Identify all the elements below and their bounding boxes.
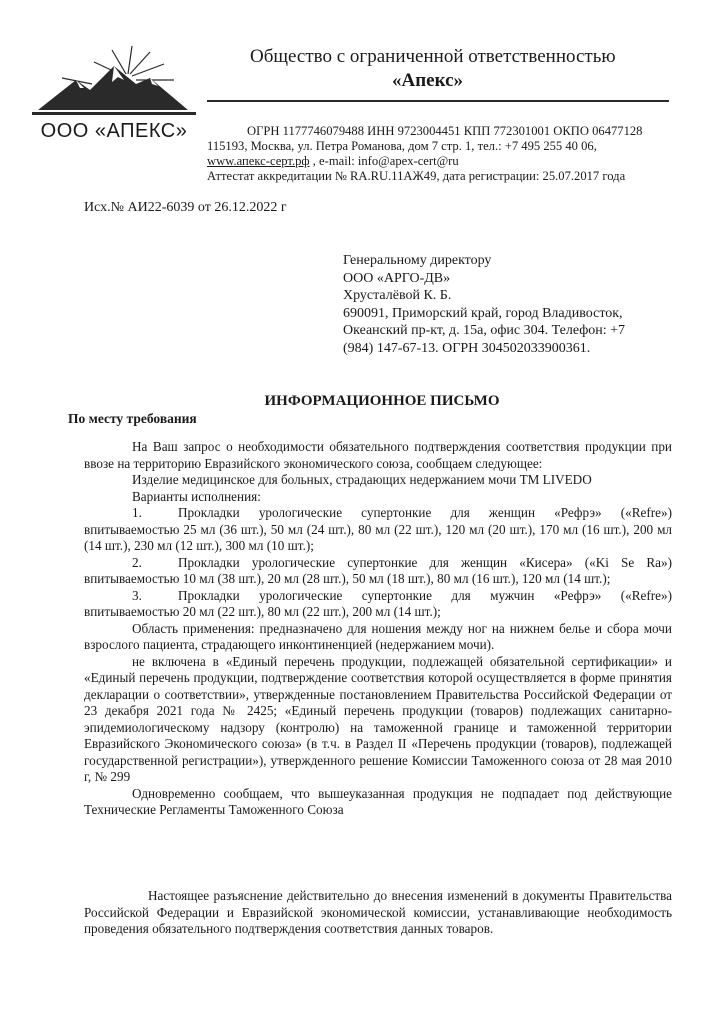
org-address: 115193, Москва, ул. Петра Романова, дом 7 стр. 1, тел.: +7 495 255 40 06,: [207, 139, 597, 153]
addressee-line: Генеральному директору: [343, 253, 492, 268]
mountain-logo-icon: [32, 44, 196, 118]
intro-paragraph: На Ваш запрос о необходимости обязательного подтверждения соответствия продукции при ввозе на территорию Евразийского экономического союза, сообщаем следующее:: [84, 439, 672, 471]
variant-text: Прокладки урологические супертонкие для мужчин «Рефрэ» («Refre») впитываемостью 20 мл (22 шт.), 80 мл (22 шт.), 200 мл (14 шт.);: [84, 587, 672, 619]
application-paragraph: Область применения: предназначено для ношения между ног на нижнем белье и сбора мочи взрослого пациента, страдающего инконтиненцией (недержанием мочи).: [84, 620, 672, 652]
letter-place: По месту требования: [68, 411, 197, 426]
addressee-block: [343, 252, 673, 357]
variant-item: [84, 505, 672, 555]
variants-label: Варианты исполнения:: [132, 488, 261, 504]
addressee-line: 690091, Приморский край, город Владивосток,: [343, 305, 623, 321]
variant-number: 2.: [132, 554, 142, 570]
variant-text: Прокладки урологические супертонкие для женщин «Рефрэ» («Refre») впитываемостью 25 мл (36 шт.), 50 мл (24 шт.), 80 мл (22 шт.), 120 мл (20 шт.), 170 мл (16 шт.), 200 мл (14 шт.), 230 мл (12 шт.), 300 мл (10 шт.);: [84, 505, 672, 553]
outgoing-number: Исх.№ АИ22-6039 от 26.12.2022 г: [84, 200, 287, 215]
addressee-line: ООО «АРГО-ДВ»: [343, 270, 451, 286]
email-text: , e-mail: info@apex-cert@ru: [309, 154, 459, 168]
org-accreditation: Аттестат аккредитации № RA.RU.11АЖ49, дата регистрации: 25.07.2017 года: [207, 169, 626, 183]
variant-item: [84, 555, 672, 588]
variant-item: [84, 588, 672, 621]
org-ids: ОГРН 1177746079488 ИНН 9723004451 КПП 772301001 ОКПО 06477128: [247, 124, 643, 138]
website-link[interactable]: www.апекс-серт.рф: [207, 154, 310, 168]
company-logo: [26, 44, 202, 144]
header-divider: [207, 100, 669, 102]
product-name: Изделие медицинское для больных, страдающих недержанием мочи TM LIVEDO: [132, 472, 592, 487]
addressee-line: Океанский пр-кт, д. 15а, офис 304. Телефон: +7: [343, 323, 626, 338]
letter-body: [84, 439, 672, 819]
variant-text: Прокладки урологические супертонкие для женщин «Кисера» («Ki Se Ra») впитываемостью 10 мл (38 шт.), 20 мл (28 шт.), 50 мл (18 шт.), 80 мл (16 шт.), 120 мл (14 шт.);: [84, 554, 672, 586]
org-contacts: [207, 154, 642, 169]
validity-paragraph: Настоящее разъяснение действительно до внесения изменений в документы Правительства Российской Федерации и Евразийской экономической комиссии, устанавливающие необходимость проведения обязательного подтверждения соответствия данных товаров.: [84, 888, 672, 936]
letter-title: ИНФОРМАЦИОННОЕ ПИСЬМО: [264, 393, 500, 409]
addressee-line: Хрусталёвой К. Б.: [343, 288, 452, 303]
logo-text: ООО «АПЕКС»: [40, 120, 188, 142]
simultaneously-paragraph: Одновременно сообщаем, что вышеуказанная продукция не подпадает под действующие Технические Регламенты Таможенного Союза: [84, 785, 672, 817]
org-name-line1: Общество с ограниченной ответственностью: [250, 46, 616, 67]
variant-number: 3.: [132, 587, 142, 603]
org-name-line2: «Апекс»: [392, 70, 464, 91]
addressee-line: (984) 147-67-13. ОГРН 304502033900361.: [343, 340, 591, 356]
not-included-paragraph: не включена в «Единый перечень продукции, подлежащей обязательной сертификации» и «Единый перечень продукции, подтверждение соответствия которой осуществляется в форме принятия декларации о соответствии», утвержденные постановлением Правительства Российской Федерации от 23 декабря 2021 года № 2425; «Единый перечень продукции (товаров) подлежащих санитарно-эпидемиологическому надзору (контролю) на таможенной границе и таможенной территории Евразийского Экономического союза» (в т.ч. в Раздел II «Перечень продукции (товаров), подлежащей государственной регистрации»), утвержденного решение Комиссии Таможенного союза от 28 мая 2010 г, № 299: [84, 653, 672, 784]
org-requisites: [207, 124, 642, 184]
variant-number: 1.: [132, 505, 142, 520]
